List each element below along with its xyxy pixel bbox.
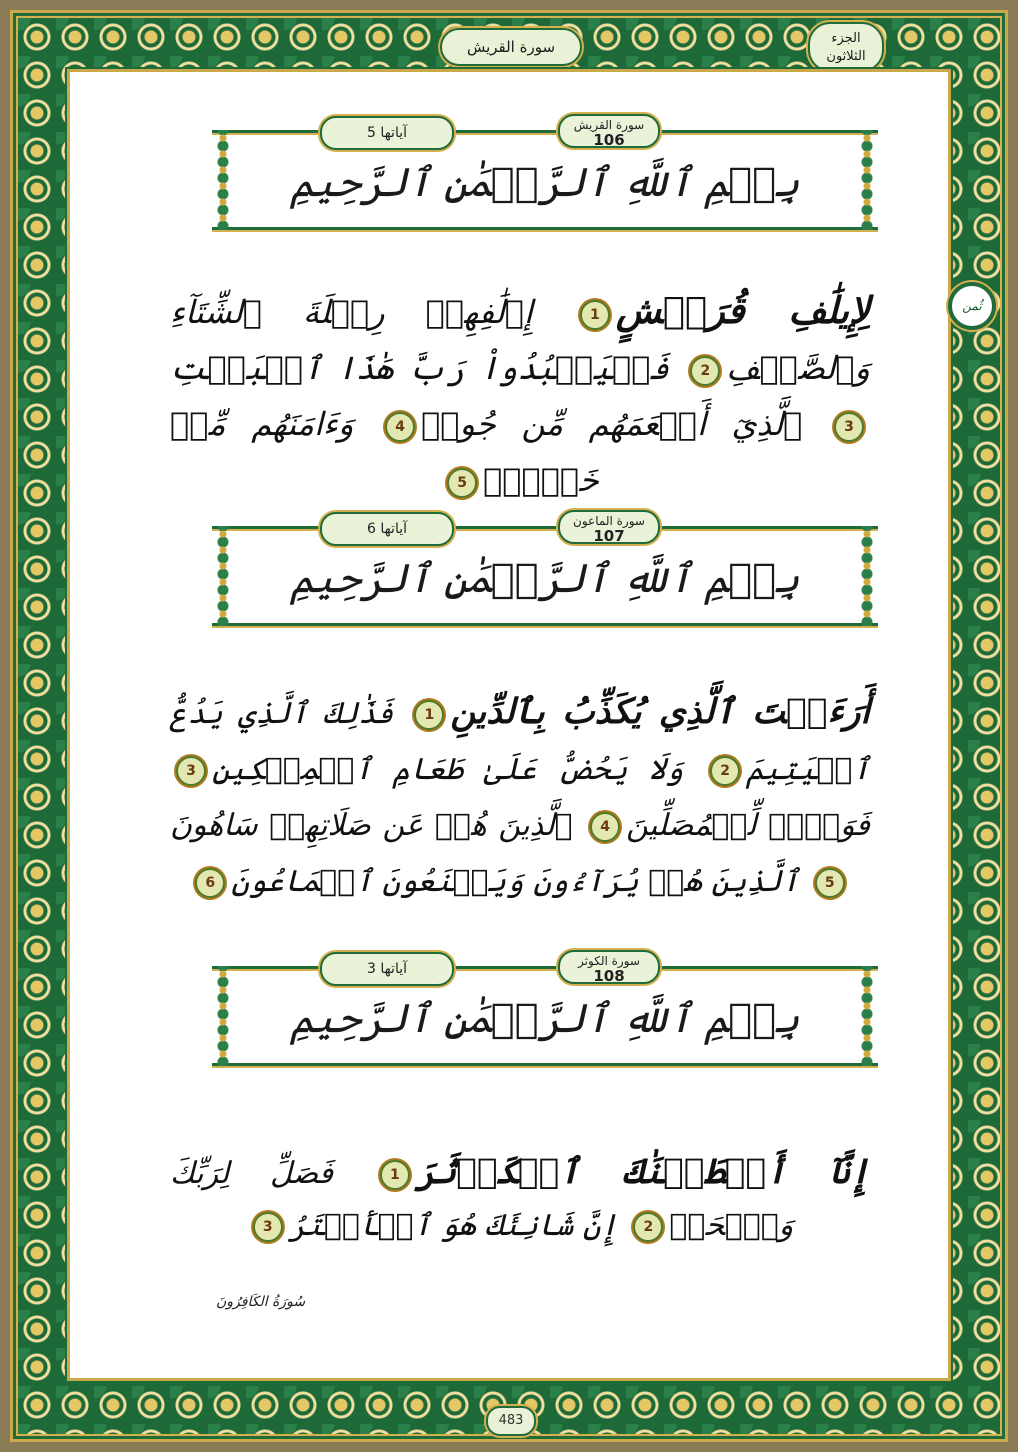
verse-text: فَلۡيَعۡبُدُواْ رَبَّ هَٰذَا ٱلۡبَيۡتِ: [170, 349, 670, 387]
verse-count-label: آياتها 6: [320, 512, 454, 546]
basmala: بِسۡمِ ٱللَّهِ ٱلرَّحۡمَٰنِ ٱلرَّحِيمِ: [290, 556, 800, 602]
verse-text: إِنَّ شَانِئَكَ هُوَ ٱلۡأَبۡتَرُ: [288, 1208, 618, 1243]
surah-name: سورة الماعون: [573, 514, 645, 528]
verse-text: وَلَا يَحُضُّ عَلَىٰ طَعَامِ ٱلۡمِسۡكِينِ: [212, 752, 684, 787]
mushaf-page: [70, 72, 948, 1378]
surah-header-quraish: [212, 112, 878, 238]
verse-text: إِۦلَٰفِهِمۡ رِحۡلَةَ ٱلشِّتَآءِ وَٱلصَّيۡفِ: [170, 293, 870, 387]
verse-text: لِإِيلَٰفِ قُرَيۡشٍ: [615, 288, 871, 332]
verse-count-label: آياتها 3: [320, 952, 454, 986]
verse-text: فَوَيۡلٞ لِّلۡمُصَلِّينَ: [626, 808, 870, 843]
verse-number-marker: 2: [710, 756, 740, 786]
page-number: 483: [486, 1406, 536, 1436]
juz-plaque: [808, 22, 884, 72]
verse-number-marker: 2: [690, 356, 720, 386]
verse-text: ٱلَّذِينَ هُمۡ عَن صَلَاتِهِمۡ سَاهُونَ: [170, 808, 573, 843]
header-rule-top: [212, 130, 878, 133]
surah-header-maun: [212, 508, 878, 634]
surah-name: سورة الكوثر: [578, 954, 640, 968]
surah-name-label: [558, 510, 660, 544]
header-rule-top: [212, 966, 878, 969]
surah-number: 107: [593, 527, 625, 545]
verse-text: أَرَءَيۡتَ ٱلَّذِي يُكَذِّبُ بِٱلدِّينِ: [450, 692, 870, 732]
header-rule-top: [212, 526, 878, 529]
verse-number-marker: 1: [414, 700, 444, 730]
surah-title-plaque: سورة القريش: [440, 28, 582, 66]
surah-number: 106: [593, 131, 625, 149]
verse-text: إِنَّآ أَعۡطَيۡنَٰكَ ٱلۡكَوۡثَرَ: [415, 1152, 870, 1192]
verse-number-marker: 4: [385, 412, 415, 442]
surah-number: 108: [593, 967, 625, 985]
verse-count-label: آياتها 5: [320, 116, 454, 150]
verse-number-marker: 3: [176, 756, 206, 786]
surah-name-label: [558, 114, 660, 148]
verse-text: فَصَلِّ لِرَبِّكَ وَٱنۡحَرۡ: [170, 1156, 794, 1243]
header-rule-bottom: [212, 227, 878, 230]
verses-kawthar: [170, 1146, 870, 1252]
verses-maun: [170, 684, 870, 910]
verse-number-marker: 6: [195, 868, 225, 898]
verse-text: فَذَٰلِكَ ٱلَّذِي يَدُعُّ ٱلۡيَتِيمَ: [170, 696, 870, 787]
verse-text: ٱلَّذِينَ هُمۡ يُرَآءُونَ وَيَمۡنَعُونَ ٱلۡمَاعُونَ: [231, 864, 800, 899]
verse-text: وَءَامَنَهُم مِّنۡ خَوۡفِۭ: [170, 405, 599, 499]
header-rule-bottom: [212, 623, 878, 626]
surah-header-kawthar: [212, 948, 878, 1074]
thumun-margin-marker: ثُمن: [948, 282, 996, 330]
verse-number-marker: 5: [815, 868, 845, 898]
juz-name: الثلاثون: [826, 49, 866, 64]
surah-name: سورة القريش: [573, 118, 645, 132]
next-surah-catchword: سُورَةُ الكَافِرُونَ: [216, 1294, 306, 1310]
verse-number-marker: 1: [380, 1160, 410, 1190]
surah-name-label: [558, 950, 660, 984]
verse-number-marker: 5: [447, 468, 477, 498]
verses-quraish: [170, 282, 870, 508]
verse-number-marker: 1: [580, 300, 610, 330]
verse-number-marker: 4: [590, 812, 620, 842]
basmala: بِسۡمِ ٱللَّهِ ٱلرَّحۡمَٰنِ ٱلرَّحِيمِ: [290, 996, 800, 1042]
verse-number-marker: 2: [633, 1212, 663, 1242]
verse-number-marker: 3: [253, 1212, 283, 1242]
header-rule-bottom: [212, 1063, 878, 1066]
basmala: بِسۡمِ ٱللَّهِ ٱلرَّحۡمَٰنِ ٱلرَّحِيمِ: [290, 160, 800, 206]
verse-number-marker: 3: [834, 412, 864, 442]
verse-text: ٱلَّذِيٓ أَطۡعَمَهُم مِّن جُوعٖ: [421, 405, 803, 443]
juz-label: الجزء: [831, 31, 861, 46]
